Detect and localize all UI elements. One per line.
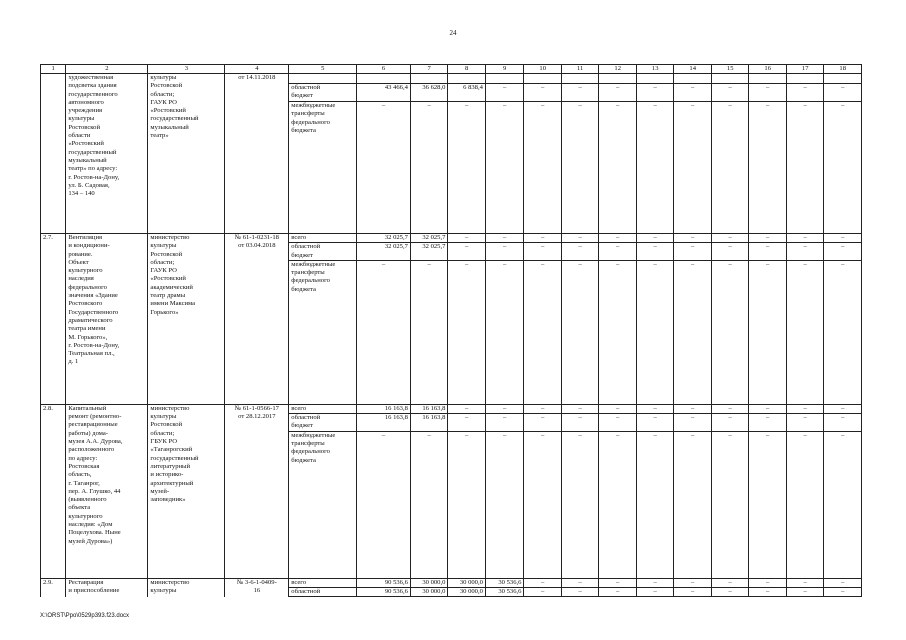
column-number-row bbox=[41, 65, 862, 74]
funding-source: областной бюджет bbox=[289, 243, 357, 261]
column-number: 8 bbox=[448, 65, 486, 74]
item-number: 2.8. bbox=[41, 404, 66, 578]
value-year-empty: – bbox=[524, 102, 562, 234]
value-year-1 bbox=[410, 74, 448, 84]
column-number: 12 bbox=[599, 65, 637, 74]
value-year-empty bbox=[711, 74, 749, 84]
value-year-1: 30 000,0 bbox=[410, 578, 448, 587]
value-year-empty: – bbox=[561, 404, 599, 413]
customer-name: министерство культуры bbox=[148, 578, 225, 597]
value-year-empty: – bbox=[636, 102, 674, 234]
item-number: 2.9. bbox=[41, 578, 66, 597]
value-year-empty: – bbox=[636, 234, 674, 243]
value-year-empty: – bbox=[599, 404, 637, 413]
value-year-2: – bbox=[448, 404, 486, 413]
value-year-empty bbox=[786, 74, 824, 84]
value-year-empty: – bbox=[711, 102, 749, 234]
object-name: Реставрация и приспособление bbox=[66, 578, 148, 597]
object-name: художественная подсветка здания государственного автономного учреждения культуры Ростовской области «Ростовский государственный музыкальный театр» по адресу: г. Ростов-на-Дону, ул. Б. Садовая, 134 – 140 bbox=[66, 74, 148, 234]
value-year-1: 36 628,0 bbox=[410, 84, 448, 102]
funding-source: межбюджетные трансферты федерального бюджета bbox=[289, 431, 357, 578]
value-year-empty: – bbox=[599, 234, 637, 243]
value-year-empty: – bbox=[561, 102, 599, 234]
value-year-empty: – bbox=[674, 404, 712, 413]
value-year-empty: – bbox=[561, 414, 599, 432]
value-year-empty: – bbox=[524, 414, 562, 432]
page-number: 24 bbox=[449, 29, 457, 37]
value-year-empty: – bbox=[524, 404, 562, 413]
value-year-2: – bbox=[448, 414, 486, 432]
column-number: 16 bbox=[749, 65, 787, 74]
customer-name: министерство культуры Ростовской области; ГБУК РО «Таганрогский государственный литературный и историко- архитектурный музей- заповедник» bbox=[148, 404, 225, 578]
value-year-1: 16 163,8 bbox=[410, 414, 448, 432]
value-year-empty: – bbox=[786, 431, 824, 578]
value-year-1: 30 000,0 bbox=[410, 588, 448, 597]
value-year-empty: – bbox=[824, 84, 862, 102]
table-row bbox=[41, 74, 862, 84]
value-year-empty: – bbox=[824, 414, 862, 432]
value-year-3: – bbox=[485, 84, 524, 102]
value-total bbox=[357, 74, 411, 84]
value-total: 32 025,7 bbox=[357, 243, 411, 261]
value-total: 90 536,6 bbox=[357, 578, 411, 587]
table-row bbox=[41, 578, 862, 587]
value-total: 43 466,4 bbox=[357, 84, 411, 102]
value-year-empty: – bbox=[749, 243, 787, 261]
value-year-empty: – bbox=[749, 414, 787, 432]
value-year-empty: – bbox=[711, 414, 749, 432]
value-total: 90 536,6 bbox=[357, 588, 411, 597]
column-number: 2 bbox=[66, 65, 148, 74]
value-year-empty: – bbox=[749, 578, 787, 587]
value-year-empty: – bbox=[749, 431, 787, 578]
expertise-conclusion: № 3-6-1-0409- 16 bbox=[225, 578, 289, 597]
column-number: 15 bbox=[711, 65, 749, 74]
value-year-empty bbox=[524, 74, 562, 84]
funding-source: областной бюджет bbox=[289, 414, 357, 432]
value-year-2: 30 000,0 bbox=[448, 588, 486, 597]
column-number: 17 bbox=[786, 65, 824, 74]
value-year-empty: – bbox=[524, 260, 562, 404]
column-number: 18 bbox=[824, 65, 862, 74]
value-year-1: – bbox=[410, 431, 448, 578]
value-year-empty: – bbox=[636, 243, 674, 261]
funding-source: межбюджетные трансферты федерального бюджета bbox=[289, 102, 357, 234]
value-year-empty: – bbox=[674, 84, 712, 102]
value-year-empty: – bbox=[786, 243, 824, 261]
value-year-empty: – bbox=[786, 578, 824, 587]
value-year-1: 32 025,7 bbox=[410, 243, 448, 261]
value-year-empty: – bbox=[636, 431, 674, 578]
file-path-footer: X:\ORST\Ppo\0529p393.f23.docx bbox=[40, 613, 130, 619]
value-year-empty: – bbox=[824, 260, 862, 404]
value-year-3: – bbox=[485, 414, 524, 432]
value-year-empty: – bbox=[786, 588, 824, 597]
funding-source: всего bbox=[289, 578, 357, 587]
column-number: 11 bbox=[561, 65, 599, 74]
value-year-empty: – bbox=[636, 260, 674, 404]
value-year-empty: – bbox=[636, 414, 674, 432]
value-total: 32 025,7 bbox=[357, 234, 411, 243]
value-year-empty: – bbox=[636, 84, 674, 102]
value-year-empty: – bbox=[711, 84, 749, 102]
value-year-empty: – bbox=[824, 234, 862, 243]
value-year-empty: – bbox=[674, 260, 712, 404]
value-year-empty: – bbox=[524, 578, 562, 587]
value-year-empty: – bbox=[711, 431, 749, 578]
value-year-2: – bbox=[448, 431, 486, 578]
value-year-3: – bbox=[485, 431, 524, 578]
column-number: 7 bbox=[410, 65, 448, 74]
value-year-empty: – bbox=[599, 414, 637, 432]
value-year-empty: – bbox=[824, 578, 862, 587]
funding-source bbox=[289, 74, 357, 84]
value-year-empty: – bbox=[599, 431, 637, 578]
value-year-empty: – bbox=[561, 243, 599, 261]
column-number: 3 bbox=[148, 65, 225, 74]
value-year-empty: – bbox=[786, 102, 824, 234]
customer-name: культуры Ростовской области; ГАУК РО «Ростовский государственный музыкальный театр» bbox=[148, 74, 225, 234]
value-year-empty bbox=[674, 74, 712, 84]
value-year-empty: – bbox=[524, 588, 562, 597]
funding-source: всего bbox=[289, 234, 357, 243]
value-year-empty: – bbox=[824, 404, 862, 413]
value-year-empty: – bbox=[561, 578, 599, 587]
column-number: 10 bbox=[524, 65, 562, 74]
funding-source: областной бюджет bbox=[289, 84, 357, 102]
expertise-conclusion: № 61-1-0566-17 от 28.12.2017 bbox=[225, 404, 289, 578]
column-number: 6 bbox=[357, 65, 411, 74]
column-number: 14 bbox=[674, 65, 712, 74]
value-year-empty: – bbox=[786, 414, 824, 432]
value-year-empty bbox=[824, 74, 862, 84]
value-year-empty: – bbox=[749, 260, 787, 404]
expertise-conclusion: от 14.11.2018 bbox=[225, 74, 289, 234]
value-year-2: 30 000,0 bbox=[448, 578, 486, 587]
value-year-empty: – bbox=[524, 84, 562, 102]
item-number bbox=[41, 74, 66, 234]
value-year-empty: – bbox=[524, 243, 562, 261]
value-year-empty: – bbox=[786, 404, 824, 413]
object-name: Капитальный ремонт (ремонтно- реставрационные работы) дома- музея А.А. Дурова, расположенного по адресу: Ростовская область, г. Таганрог, пер. А. Глушко, 44 (выявленного объекта культурного наследия: «Дом Поцелухова. Ныне музей Дурова») bbox=[66, 404, 148, 578]
table-row bbox=[41, 404, 862, 413]
value-year-empty bbox=[599, 74, 637, 84]
value-year-empty bbox=[561, 74, 599, 84]
value-year-empty: – bbox=[561, 84, 599, 102]
value-year-1: – bbox=[410, 260, 448, 404]
value-year-empty: – bbox=[561, 260, 599, 404]
value-year-3 bbox=[485, 74, 524, 84]
value-year-empty: – bbox=[824, 588, 862, 597]
value-year-empty: – bbox=[674, 578, 712, 587]
value-year-empty: – bbox=[824, 243, 862, 261]
value-year-empty: – bbox=[674, 431, 712, 578]
column-number: 9 bbox=[485, 65, 524, 74]
value-year-empty: – bbox=[674, 102, 712, 234]
value-year-empty: – bbox=[749, 84, 787, 102]
value-year-empty: – bbox=[599, 243, 637, 261]
value-year-2: – bbox=[448, 260, 486, 404]
value-total: – bbox=[357, 431, 411, 578]
value-year-2: 6 838,4 bbox=[448, 84, 486, 102]
value-year-empty: – bbox=[599, 102, 637, 234]
value-year-empty: – bbox=[711, 578, 749, 587]
value-year-empty: – bbox=[786, 84, 824, 102]
value-year-empty: – bbox=[524, 234, 562, 243]
column-number: 5 bbox=[289, 65, 357, 74]
value-year-empty: – bbox=[636, 588, 674, 597]
table-row bbox=[41, 234, 862, 243]
value-year-2: – bbox=[448, 243, 486, 261]
value-year-empty: – bbox=[674, 414, 712, 432]
column-number: 13 bbox=[636, 65, 674, 74]
value-year-empty: – bbox=[711, 404, 749, 413]
value-year-3: – bbox=[485, 243, 524, 261]
value-year-empty: – bbox=[711, 260, 749, 404]
value-year-empty bbox=[749, 74, 787, 84]
value-total: 16 163,8 bbox=[357, 414, 411, 432]
value-year-empty: – bbox=[749, 588, 787, 597]
funding-source: межбюджетные трансферты федерального бюджета bbox=[289, 260, 357, 404]
expertise-conclusion: № 61-1-0231-18 от 03.04.2018 bbox=[225, 234, 289, 405]
funding-source: областной bbox=[289, 588, 357, 597]
column-number: 1 bbox=[41, 65, 66, 74]
value-year-3: 30 536,6 bbox=[485, 578, 524, 587]
value-year-empty: – bbox=[599, 578, 637, 587]
value-year-empty: – bbox=[674, 234, 712, 243]
value-year-empty bbox=[636, 74, 674, 84]
value-year-2: – bbox=[448, 102, 486, 234]
value-year-empty: – bbox=[561, 431, 599, 578]
value-year-empty: – bbox=[674, 243, 712, 261]
item-number: 2.7. bbox=[41, 234, 66, 405]
value-year-1: – bbox=[410, 102, 448, 234]
value-year-1: 16 163,8 bbox=[410, 404, 448, 413]
value-year-empty: – bbox=[636, 578, 674, 587]
value-year-empty: – bbox=[599, 260, 637, 404]
column-number: 4 bbox=[225, 65, 289, 74]
funding-source: всего bbox=[289, 404, 357, 413]
value-year-empty: – bbox=[524, 431, 562, 578]
value-year-3: – bbox=[485, 404, 524, 413]
value-year-2: – bbox=[448, 234, 486, 243]
value-year-empty: – bbox=[749, 404, 787, 413]
value-year-empty: – bbox=[786, 260, 824, 404]
value-year-empty: – bbox=[711, 588, 749, 597]
value-year-3: – bbox=[485, 102, 524, 234]
value-year-empty: – bbox=[561, 234, 599, 243]
value-year-empty: – bbox=[824, 431, 862, 578]
value-year-empty: – bbox=[711, 243, 749, 261]
object-name: Вентиляция и кондициони- рование. Объект культурного наследия федерального значения «Здание Ростовского Государственного драматического театра имени М. Горького», г. Ростов-на-Дону, Театральная пл., д. 1 bbox=[66, 234, 148, 405]
value-year-2 bbox=[448, 74, 486, 84]
value-year-3: 30 536,6 bbox=[485, 588, 524, 597]
value-year-empty: – bbox=[599, 84, 637, 102]
value-total: – bbox=[357, 102, 411, 234]
value-year-3: – bbox=[485, 234, 524, 243]
value-year-empty: – bbox=[786, 234, 824, 243]
budget-table bbox=[40, 64, 862, 597]
value-year-empty: – bbox=[749, 234, 787, 243]
value-year-empty: – bbox=[711, 234, 749, 243]
value-year-empty: – bbox=[636, 404, 674, 413]
value-year-empty: – bbox=[599, 588, 637, 597]
value-total: – bbox=[357, 260, 411, 404]
value-year-empty: – bbox=[749, 102, 787, 234]
value-year-empty: – bbox=[674, 588, 712, 597]
value-year-empty: – bbox=[824, 102, 862, 234]
value-year-3: – bbox=[485, 260, 524, 404]
value-total: 16 163,8 bbox=[357, 404, 411, 413]
customer-name: министерство культуры Ростовской области; ГАУК РО «Ростовский академический театр драмы имени Максима Горького» bbox=[148, 234, 225, 405]
value-year-1: 32 025,7 bbox=[410, 234, 448, 243]
value-year-empty: – bbox=[561, 588, 599, 597]
